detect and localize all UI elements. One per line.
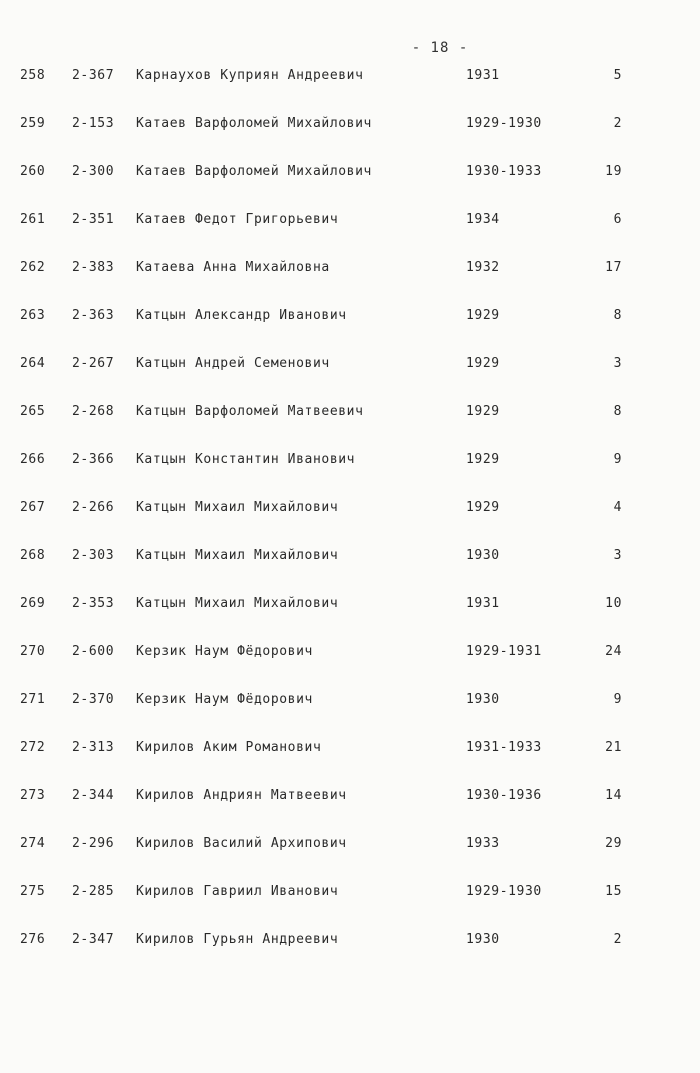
record-code: 2-367	[72, 68, 115, 83]
record-name: Катаев Варфоломей Михайлович	[136, 164, 372, 179]
record-code: 2-370	[72, 692, 115, 707]
record-count: 6	[613, 212, 622, 227]
record-name: Катцын Александр Иванович	[136, 308, 347, 323]
record-name: Кирилов Аким Романович	[136, 740, 322, 755]
record-code: 2-268	[72, 404, 115, 419]
record-row	[0, 594, 700, 614]
record-code: 2-285	[72, 884, 115, 899]
record-row	[0, 354, 700, 374]
record-years: 1931	[466, 596, 500, 611]
record-number: 268	[20, 548, 46, 563]
record-name: Керзик Наум Фёдорович	[136, 692, 313, 707]
record-row	[0, 498, 700, 518]
record-name: Карнаухов Куприян Андреевич	[136, 68, 364, 83]
record-number: 266	[20, 452, 46, 467]
record-number: 264	[20, 356, 46, 371]
record-number: 271	[20, 692, 46, 707]
record-row	[0, 834, 700, 854]
record-count: 24	[605, 644, 622, 659]
page-number: - 18 -	[411, 40, 469, 56]
record-years: 1930	[466, 932, 500, 947]
record-row	[0, 882, 700, 902]
record-count: 29	[605, 836, 622, 851]
record-years: 1931	[466, 68, 500, 83]
record-name: Катцын Андрей Семенович	[136, 356, 330, 371]
record-number: 265	[20, 404, 46, 419]
record-number: 272	[20, 740, 46, 755]
record-code: 2-351	[72, 212, 115, 227]
record-years: 1929	[466, 500, 500, 515]
record-code: 2-383	[72, 260, 115, 275]
record-count: 2	[613, 932, 622, 947]
record-row	[0, 66, 700, 86]
record-count: 2	[613, 116, 622, 131]
record-years: 1929	[466, 308, 500, 323]
record-code: 2-366	[72, 452, 115, 467]
record-code: 2-300	[72, 164, 115, 179]
record-code: 2-347	[72, 932, 115, 947]
record-number: 274	[20, 836, 46, 851]
record-count: 9	[613, 452, 622, 467]
record-count: 14	[605, 788, 622, 803]
record-row	[0, 258, 700, 278]
record-count: 5	[613, 68, 622, 83]
record-row	[0, 162, 700, 182]
record-years: 1929	[466, 356, 500, 371]
record-count: 4	[613, 500, 622, 515]
record-number: 270	[20, 644, 46, 659]
record-count: 15	[605, 884, 622, 899]
record-count: 8	[613, 404, 622, 419]
record-name: Катцын Михаил Михайлович	[136, 548, 339, 563]
record-code: 2-296	[72, 836, 115, 851]
record-years: 1929-1930	[466, 116, 542, 131]
record-years: 1933	[466, 836, 500, 851]
record-name: Катцын Михаил Михайлович	[136, 500, 339, 515]
record-row	[0, 306, 700, 326]
record-name: Катцын Константин Иванович	[136, 452, 356, 467]
record-name: Катцын Михаил Михайлович	[136, 596, 339, 611]
record-years: 1929	[466, 404, 500, 419]
record-years: 1929-1931	[466, 644, 542, 659]
record-name: Кирилов Гавриил Иванович	[136, 884, 339, 899]
record-years: 1929	[466, 452, 500, 467]
record-count: 21	[605, 740, 622, 755]
record-code: 2-267	[72, 356, 115, 371]
record-count: 10	[605, 596, 622, 611]
record-name: Кирилов Василий Архипович	[136, 836, 347, 851]
record-number: 267	[20, 500, 46, 515]
record-row	[0, 546, 700, 566]
record-code: 2-266	[72, 500, 115, 515]
record-row	[0, 642, 700, 662]
record-name: Катцын Варфоломей Матвеевич	[136, 404, 364, 419]
record-count: 9	[613, 692, 622, 707]
record-name: Кирилов Гурьян Андреевич	[136, 932, 339, 947]
record-code: 2-344	[72, 788, 115, 803]
record-years: 1930	[466, 548, 500, 563]
record-number: 263	[20, 308, 46, 323]
record-number: 269	[20, 596, 46, 611]
record-row	[0, 690, 700, 710]
record-code: 2-153	[72, 116, 115, 131]
record-row	[0, 114, 700, 134]
record-number: 276	[20, 932, 46, 947]
record-row	[0, 786, 700, 806]
record-code: 2-600	[72, 644, 115, 659]
record-years: 1932	[466, 260, 500, 275]
record-code: 2-363	[72, 308, 115, 323]
record-years: 1934	[466, 212, 500, 227]
record-number: 260	[20, 164, 46, 179]
record-number: 273	[20, 788, 46, 803]
record-name: Катаева Анна Михайловна	[136, 260, 330, 275]
record-years: 1930-1933	[466, 164, 542, 179]
record-name: Катаев Федот Григорьевич	[136, 212, 339, 227]
record-row	[0, 930, 700, 950]
record-row	[0, 450, 700, 470]
record-number: 275	[20, 884, 46, 899]
record-years: 1929-1930	[466, 884, 542, 899]
record-name: Катаев Варфоломей Михайлович	[136, 116, 372, 131]
record-count: 3	[613, 356, 622, 371]
record-count: 19	[605, 164, 622, 179]
record-count: 8	[613, 308, 622, 323]
record-count: 3	[613, 548, 622, 563]
record-code: 2-303	[72, 548, 115, 563]
record-name: Керзик Наум Фёдорович	[136, 644, 313, 659]
record-code: 2-313	[72, 740, 115, 755]
record-years: 1931-1933	[466, 740, 542, 755]
record-name: Кирилов Андриян Матвеевич	[136, 788, 347, 803]
record-number: 259	[20, 116, 46, 131]
record-number: 261	[20, 212, 46, 227]
record-years: 1930	[466, 692, 500, 707]
record-number: 258	[20, 68, 46, 83]
record-code: 2-353	[72, 596, 115, 611]
record-row	[0, 210, 700, 230]
record-count: 17	[605, 260, 622, 275]
record-row	[0, 738, 700, 758]
record-number: 262	[20, 260, 46, 275]
record-years: 1930-1936	[466, 788, 542, 803]
record-row	[0, 402, 700, 422]
